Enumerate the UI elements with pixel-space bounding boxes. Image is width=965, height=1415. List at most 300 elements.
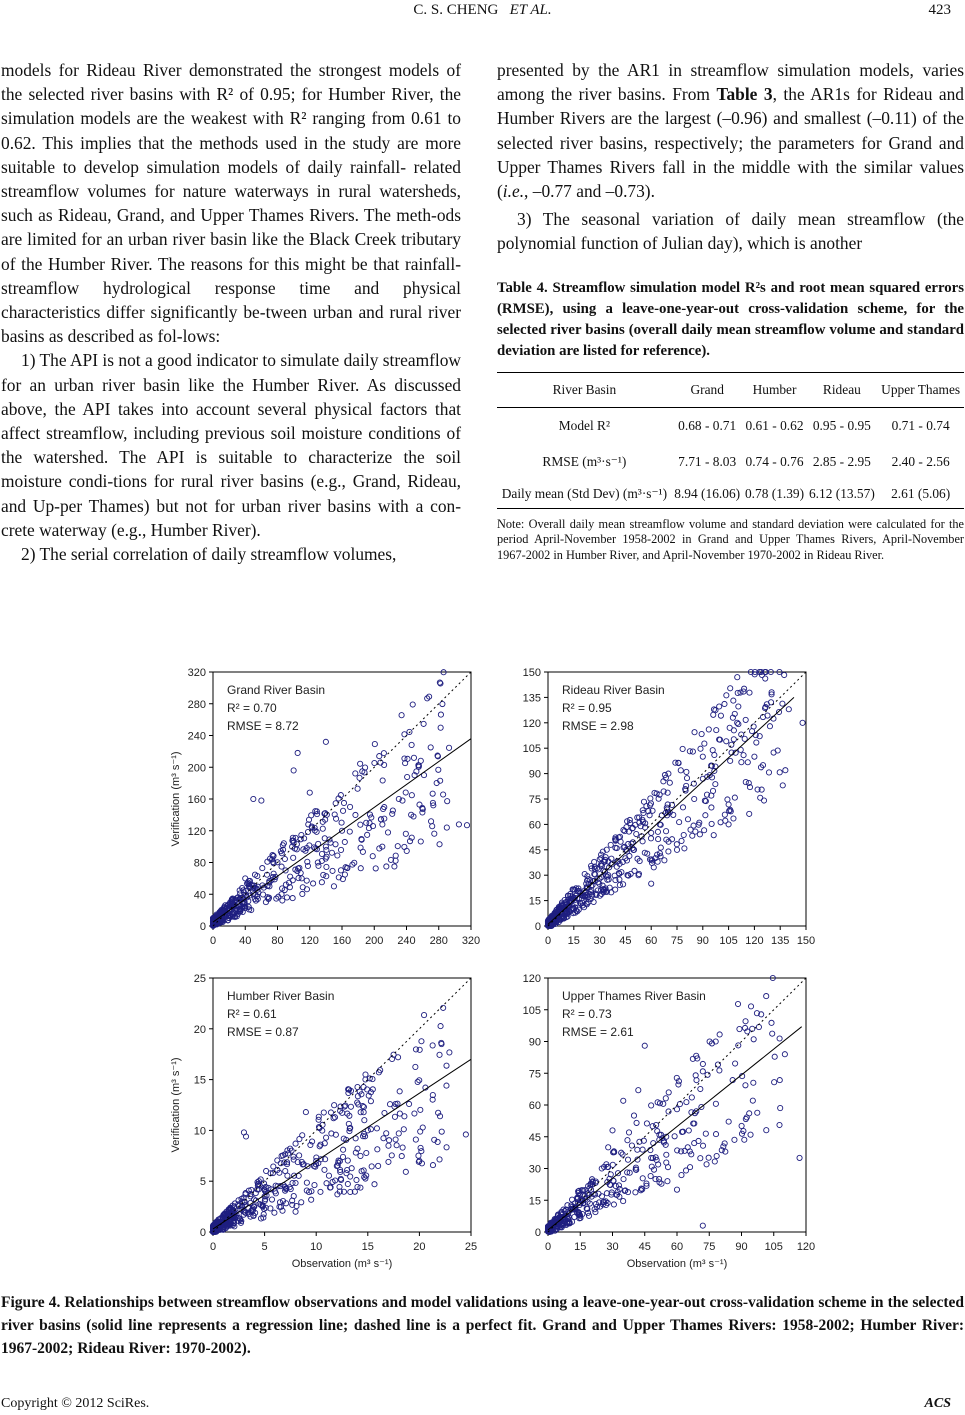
- data-point: [745, 760, 750, 765]
- data-point: [635, 1147, 640, 1152]
- data-point: [331, 884, 336, 889]
- data-point: [418, 758, 423, 763]
- table-row: [497, 407, 964, 444]
- data-point: [722, 812, 727, 817]
- y-tick-label: 10: [193, 1125, 206, 1138]
- left-column: [1, 58, 461, 566]
- data-point: [364, 1150, 369, 1155]
- data-point: [444, 1145, 449, 1150]
- data-point: [243, 876, 248, 881]
- data-point: [320, 826, 325, 831]
- r-squared-label: R² = 0.95: [562, 701, 612, 715]
- table-cell: 2.85 - 2.95: [812, 453, 871, 469]
- data-point: [418, 1129, 423, 1134]
- data-point: [377, 754, 382, 759]
- data-point: [417, 1047, 422, 1052]
- x-tick-label: 75: [670, 935, 684, 947]
- data-point: [786, 707, 791, 712]
- y-tick-label: 120: [187, 825, 206, 838]
- y-tick-label: 90: [528, 1036, 541, 1049]
- x-tick-label: 80: [271, 935, 284, 947]
- table-row: [497, 480, 964, 509]
- x-tick-label: 0: [209, 935, 217, 947]
- data-point: [767, 724, 772, 729]
- data-point: [743, 1083, 748, 1088]
- data-point: [384, 1131, 389, 1136]
- table-header-cell: Rideau: [806, 372, 877, 407]
- data-point: [756, 1024, 761, 1029]
- y-tick-label: 0: [199, 1227, 206, 1239]
- data-point: [616, 1183, 621, 1188]
- data-point: [680, 805, 685, 810]
- data-point: [386, 1159, 391, 1164]
- data-point: [321, 872, 326, 877]
- data-point: [631, 1113, 636, 1118]
- data-point: [736, 704, 741, 709]
- data-point: [396, 1131, 401, 1136]
- data-point: [291, 855, 296, 860]
- x-tick-label: 15: [574, 1241, 587, 1253]
- y-tick-label: 0: [534, 1227, 541, 1239]
- x-tick-label: 20: [413, 1241, 426, 1253]
- data-point: [304, 1180, 309, 1185]
- data-point: [392, 864, 397, 869]
- r-squared-label: R² = 0.70: [227, 701, 277, 715]
- data-point: [780, 701, 785, 706]
- data-point: [402, 1114, 407, 1119]
- data-point: [438, 1023, 443, 1028]
- y-tick-label: 200: [187, 762, 206, 775]
- data-point: [430, 1162, 435, 1167]
- data-point: [685, 817, 690, 822]
- data-point: [406, 1101, 411, 1106]
- data-point: [778, 1105, 783, 1110]
- data-point: [321, 1110, 326, 1115]
- data-point: [674, 1107, 679, 1112]
- data-point: [735, 675, 740, 680]
- regression-line: [548, 1027, 802, 1230]
- data-point: [441, 1005, 446, 1010]
- y-tick-label: 105: [522, 743, 541, 756]
- data-point: [357, 775, 362, 780]
- data-point: [776, 709, 781, 714]
- data-point: [609, 856, 614, 861]
- data-point: [761, 798, 766, 803]
- chart-grand-river: [155, 664, 481, 969]
- x-tick-label: 45: [619, 935, 632, 947]
- data-point: [663, 829, 668, 834]
- table-cell: 0.95 - 0.95: [812, 417, 871, 433]
- data-point: [710, 748, 715, 753]
- data-point: [709, 821, 714, 826]
- data-point: [654, 1122, 659, 1127]
- data-point: [743, 717, 748, 722]
- data-point: [731, 737, 736, 742]
- data-point: [297, 1153, 302, 1158]
- data-point: [747, 690, 752, 695]
- data-point: [418, 1107, 423, 1112]
- data-point: [419, 1039, 424, 1044]
- page-number: 423: [928, 2, 951, 18]
- data-point: [713, 1101, 718, 1106]
- data-point: [384, 864, 389, 869]
- data-point: [666, 771, 671, 776]
- data-point: [689, 1095, 694, 1100]
- data-point: [665, 1179, 670, 1184]
- data-point: [649, 1103, 654, 1108]
- data-point: [332, 1103, 337, 1108]
- data-point: [324, 854, 329, 859]
- data-point: [369, 1164, 374, 1169]
- data-point: [706, 1155, 711, 1160]
- running-head: [0, 2, 965, 19]
- data-point: [693, 1073, 698, 1078]
- data-point: [662, 858, 667, 863]
- data-point: [368, 1127, 373, 1132]
- data-point: [403, 1169, 408, 1174]
- data-point: [444, 1063, 449, 1068]
- data-point: [432, 831, 437, 836]
- data-point: [713, 782, 718, 787]
- data-point: [611, 1202, 616, 1207]
- x-tick-label: 150: [796, 935, 816, 947]
- data-point: [299, 1200, 304, 1205]
- x-tick-label: 90: [696, 935, 709, 947]
- data-point: [777, 1078, 782, 1083]
- data-point: [650, 1124, 655, 1129]
- data-point: [706, 727, 711, 732]
- data-point: [307, 790, 312, 795]
- data-point: [402, 844, 407, 849]
- data-point: [345, 1158, 350, 1163]
- data-point: [724, 739, 729, 744]
- x-tick-label: 0: [544, 935, 552, 947]
- data-point: [381, 1136, 386, 1141]
- x-tick-label: 0: [209, 1241, 217, 1253]
- data-point: [444, 1083, 449, 1088]
- chart-upper-thames-river: [490, 970, 816, 1275]
- data-point: [640, 1176, 645, 1181]
- y-tick-label: 0: [199, 921, 206, 933]
- data-point: [700, 1143, 705, 1148]
- data-point: [345, 1181, 350, 1186]
- data-point: [780, 783, 785, 788]
- data-point: [444, 825, 449, 830]
- y-tick-label: 40: [193, 889, 206, 902]
- data-point: [712, 1159, 717, 1164]
- data-point: [399, 1153, 404, 1158]
- table-body: [497, 407, 964, 508]
- y-tick-label: 80: [193, 857, 206, 870]
- data-point: [333, 801, 338, 806]
- data-point: [394, 1143, 399, 1148]
- data-point: [430, 791, 435, 796]
- data-point: [354, 1177, 359, 1182]
- data-point: [318, 1189, 323, 1194]
- data-point: [714, 728, 719, 733]
- data-point: [288, 874, 293, 879]
- data-point: [370, 854, 375, 859]
- data-point: [735, 1001, 740, 1006]
- data-point: [724, 693, 729, 698]
- data-point: [736, 1043, 741, 1048]
- data-point: [418, 839, 423, 844]
- data-point: [264, 1168, 269, 1173]
- data-point: [783, 768, 788, 773]
- data-point: [409, 742, 414, 747]
- data-point: [403, 790, 408, 795]
- table-cell: 2.40 - 2.56: [891, 453, 950, 469]
- table-cell: 6.12 (13.57): [806, 480, 877, 509]
- data-point: [300, 891, 305, 896]
- table-cell: 0.78 (1.39): [743, 480, 807, 509]
- table-3-link[interactable]: Table 3: [716, 84, 773, 105]
- data-point: [405, 774, 410, 779]
- data-point: [365, 832, 370, 837]
- data-point: [373, 866, 378, 871]
- data-point: [764, 993, 769, 998]
- data-point: [440, 701, 445, 706]
- data-point: [341, 800, 346, 805]
- data-point: [326, 1173, 331, 1178]
- data-point: [364, 820, 369, 825]
- chart-title: Grand River Basin: [227, 683, 326, 697]
- scatter-plot: [155, 664, 481, 964]
- data-point: [323, 844, 328, 849]
- data-point: [684, 1100, 689, 1105]
- data-point: [722, 1141, 727, 1146]
- table-cell: 0.61 - 0.62: [745, 417, 804, 433]
- data-point: [672, 1134, 677, 1139]
- data-point: [319, 880, 324, 885]
- data-point: [700, 754, 705, 759]
- chart-title: Humber River Basin: [227, 989, 335, 1003]
- data-point: [681, 832, 686, 837]
- rmse-label: RMSE = 2.98: [562, 719, 634, 733]
- data-point: [625, 1138, 630, 1143]
- data-point: [692, 1141, 697, 1146]
- running-etal: ET AL.: [509, 2, 552, 18]
- data-point: [760, 714, 765, 719]
- y-tick-label: 45: [528, 844, 541, 857]
- x-tick-label: 105: [764, 1241, 783, 1253]
- data-point: [748, 1004, 753, 1009]
- y-axis-label: Verification (m³ s⁻¹): [170, 751, 182, 847]
- y-tick-label: 120: [522, 717, 541, 730]
- data-point: [438, 725, 443, 730]
- data-point: [413, 1137, 418, 1142]
- data-point: [648, 1173, 653, 1178]
- data-point: [260, 865, 265, 870]
- data-point: [693, 829, 698, 834]
- data-point: [676, 1082, 681, 1087]
- data-point: [648, 836, 653, 841]
- data-point: [421, 1012, 426, 1017]
- data-point: [735, 720, 740, 725]
- rmse-label: RMSE = 2.61: [562, 1025, 634, 1039]
- text-span: , –0.77 and –0.73).: [524, 181, 655, 202]
- data-point: [386, 1143, 391, 1148]
- table-cell: 7.71 - 8.03: [678, 453, 737, 469]
- x-tick-label: 320: [461, 935, 481, 947]
- data-point: [355, 1084, 360, 1089]
- regression-line: [213, 739, 471, 922]
- x-tick-label: 15: [361, 1241, 374, 1253]
- y-tick-label: 15: [528, 895, 541, 908]
- data-point: [441, 792, 446, 797]
- data-point: [293, 1209, 298, 1214]
- data-point: [380, 822, 385, 827]
- table-cell: 0.68 - 0.71: [678, 417, 737, 433]
- data-point: [700, 776, 705, 781]
- data-point: [742, 1137, 747, 1142]
- data-point: [741, 753, 746, 758]
- data-point: [653, 1176, 658, 1181]
- table-cell: 8.94 (16.06): [672, 480, 743, 509]
- data-point: [597, 857, 602, 862]
- data-point: [569, 1197, 574, 1202]
- data-point: [658, 845, 663, 850]
- data-point: [727, 725, 732, 730]
- table-cell: 2.61 (5.06): [877, 480, 964, 509]
- data-point: [732, 1137, 737, 1142]
- x-tick-label: 120: [796, 1241, 816, 1253]
- table-cell: RMSE (m³·s⁻¹): [542, 453, 627, 469]
- data-point: [333, 842, 338, 847]
- data-point: [642, 1043, 647, 1048]
- text-span: i.e.: [502, 181, 525, 202]
- y-tick-label: 0: [534, 921, 541, 933]
- data-point: [395, 844, 400, 849]
- data-point: [375, 1147, 380, 1152]
- data-point: [439, 1129, 444, 1134]
- data-point: [358, 845, 363, 850]
- data-point: [353, 771, 358, 776]
- data-point: [644, 1121, 649, 1126]
- data-point: [714, 1153, 719, 1158]
- data-point: [303, 1110, 308, 1115]
- data-point: [674, 842, 679, 847]
- data-point: [300, 1133, 305, 1138]
- data-point: [739, 760, 744, 765]
- data-point: [678, 768, 683, 773]
- data-point: [694, 1078, 699, 1083]
- y-tick-label: 320: [187, 667, 206, 679]
- data-point: [353, 812, 358, 817]
- data-point: [674, 847, 679, 852]
- chart-title: Upper Thames River Basin: [562, 989, 706, 1003]
- data-point: [341, 1147, 346, 1152]
- x-tick-label: 60: [645, 935, 658, 947]
- data-point: [663, 1096, 668, 1101]
- data-point: [362, 765, 367, 770]
- data-point: [608, 842, 613, 847]
- data-point: [782, 1052, 787, 1057]
- data-point: [754, 740, 759, 745]
- data-point: [766, 770, 771, 775]
- data-point: [293, 1141, 298, 1146]
- table-4-caption: Table 4. Streamflow simulation model R²s and root mean squared errors (RMSE), using a leave-one-year-out cross-validation scheme, for the selected river basins (overall daily mean streamflow volume and standard deviation are listed for reference).: [497, 279, 964, 359]
- data-point: [335, 853, 340, 858]
- rmse-label: RMSE = 8.72: [227, 719, 299, 733]
- data-point: [339, 820, 344, 825]
- data-point: [625, 1157, 630, 1162]
- data-point: [737, 1026, 742, 1031]
- y-tick-label: 90: [528, 768, 541, 781]
- data-point: [692, 796, 697, 801]
- data-point: [679, 1172, 684, 1177]
- data-point: [358, 866, 363, 871]
- data-point: [390, 811, 395, 816]
- data-point: [338, 847, 343, 852]
- y-tick-label: 45: [528, 1131, 541, 1144]
- data-point: [345, 1167, 350, 1172]
- x-tick-label: 75: [703, 1241, 716, 1253]
- data-point: [677, 820, 682, 825]
- data-point: [755, 1110, 760, 1115]
- right-paragraph-1: [497, 58, 964, 203]
- data-point: [309, 1197, 314, 1202]
- data-point: [355, 786, 360, 791]
- data-point: [304, 878, 309, 883]
- data-point: [389, 1153, 394, 1158]
- page-header: [0, 0, 965, 30]
- data-point: [358, 1153, 363, 1158]
- data-point: [397, 1089, 402, 1094]
- table-header-cell: Upper Thames: [877, 372, 964, 407]
- data-point: [718, 713, 723, 718]
- left-paragraph-2: 1) The API is not a good indicator to simulate daily streamflow for an urban river basin like the Humber River. As discussed above, the API takes into account several physical factors that affect streamflow, including previous soil moisture conditions of the watershed. The API is suitable to characterize the soil moisture condi-tions for rural river basins (e.g., Grand, Rideau, and Up-per Thames) but not for urban river basins with a con-crete waterway (e.g., Humber River).: [1, 350, 461, 540]
- data-point: [272, 1210, 277, 1215]
- data-point: [726, 822, 731, 827]
- data-point: [649, 881, 654, 886]
- data-point: [421, 721, 426, 726]
- data-point: [621, 1177, 626, 1182]
- data-point: [340, 808, 345, 813]
- data-point: [621, 1098, 626, 1103]
- x-tick-label: 30: [593, 935, 606, 947]
- data-point: [428, 819, 433, 824]
- data-point: [324, 864, 329, 869]
- data-point: [655, 829, 660, 834]
- x-tick-label: 160: [332, 935, 352, 947]
- y-tick-label: 75: [528, 1068, 541, 1081]
- data-point: [713, 1132, 718, 1137]
- y-tick-label: 150: [522, 667, 541, 679]
- data-point: [372, 741, 377, 746]
- data-point: [380, 778, 385, 783]
- data-point: [282, 856, 287, 861]
- data-point: [731, 816, 736, 821]
- regression-line: [213, 1059, 471, 1229]
- data-point: [621, 1198, 626, 1203]
- data-point: [291, 768, 296, 773]
- data-point: [447, 1050, 452, 1055]
- data-point: [750, 1098, 755, 1103]
- data-point: [436, 767, 441, 772]
- data-point: [703, 1131, 708, 1136]
- data-point: [722, 701, 727, 706]
- y-tick-label: 120: [522, 973, 541, 985]
- x-tick-label: 0: [544, 1241, 552, 1253]
- data-point: [770, 1031, 775, 1036]
- x-tick-label: 280: [429, 935, 448, 947]
- data-point: [684, 769, 689, 774]
- data-point: [682, 846, 687, 851]
- x-tick-label: 90: [735, 1241, 748, 1253]
- x-tick-label: 5: [261, 1241, 268, 1253]
- data-point: [348, 1104, 353, 1109]
